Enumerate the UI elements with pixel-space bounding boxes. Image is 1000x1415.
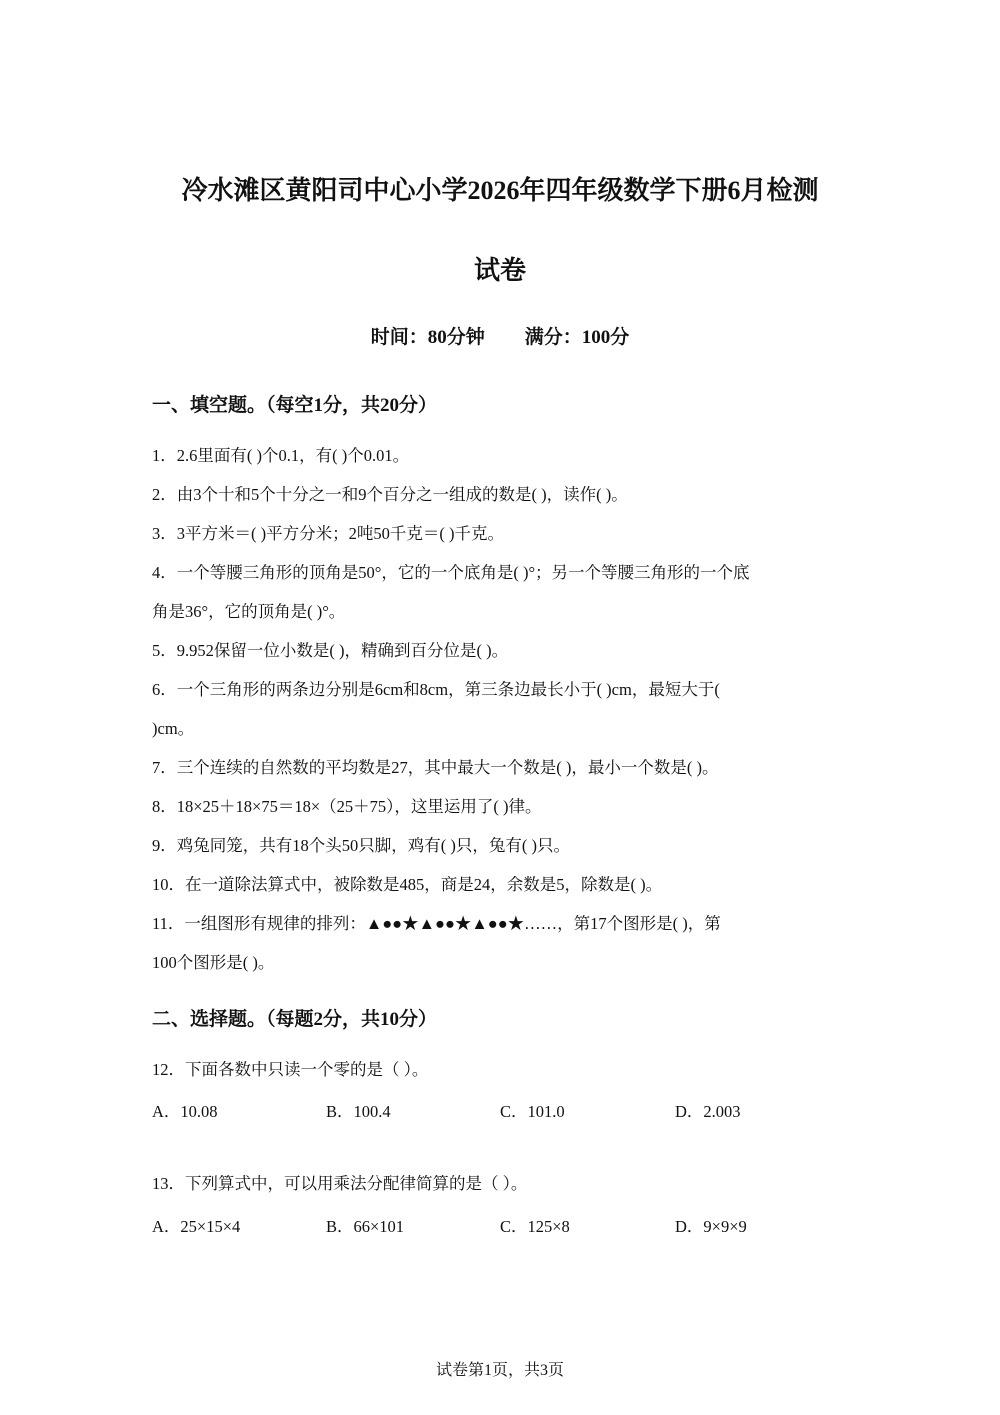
- question-line: 4．一个等腰三角形的顶角是50°，它的一个底角是( )°；另一个等腰三角形的一个底: [152, 563, 750, 582]
- question-line: 2．由3个十和5个十分之一和9个百分之一组成的数是( )，读作( )。: [152, 485, 628, 504]
- page-footer: 试卷第1页，共3页: [435, 1362, 564, 1379]
- question-line: 100个图形是( )。: [152, 953, 275, 972]
- q13-option-c: C．125×8: [500, 1217, 570, 1236]
- question-line: 10．在一道除法算式中，被除数是485，商是24，余数是5，除数是( )。: [152, 875, 663, 894]
- exam-title-line1: 冷水滩区黄阳司中心小学2026年四年级数学下册6月检测: [181, 176, 819, 205]
- exam-score: 满分：100分: [524, 327, 630, 348]
- q13-option-d: D．9×9×9: [675, 1217, 747, 1236]
- question-line: )cm。: [152, 719, 195, 738]
- section2-heading: 二、选择题。（每题2分，共10分）: [152, 1009, 438, 1030]
- q12-option-c: C．101.0: [500, 1102, 565, 1121]
- exam-meta: [0, 322, 1000, 349]
- exam-time: 时间：80分钟: [370, 327, 485, 348]
- q13-option-b: B．66×101: [326, 1217, 405, 1236]
- q12-option-d: D．2.003: [675, 1102, 741, 1121]
- exam-title-line2: 试卷: [473, 256, 526, 285]
- question-line: 9．鸡兔同笼，共有18个头50只脚，鸡有( )只，兔有( )只。: [152, 836, 570, 855]
- question-line: 11．一组图形有规律的排列：▲●●★▲●●★▲●●★……，第17个图形是( )，第: [152, 914, 721, 933]
- question-line: 6．一个三角形的两条边分别是6cm和8cm，第三条边最长小于( )cm，最短大于(: [152, 680, 720, 699]
- question-line: 角是36°，它的顶角是( )°。: [152, 602, 346, 621]
- q13-option-a: A．25×15×4: [152, 1217, 241, 1236]
- question-line: 3．3平方米＝( )平方分米；2吨50千克＝( )千克。: [152, 524, 504, 543]
- question-line: 7．三个连续的自然数的平均数是27，其中最大一个数是( )，最小一个数是( )。: [152, 758, 719, 777]
- q12-option-b: B．100.4: [326, 1102, 391, 1121]
- question-13-stem: 13．下列算式中，可以用乘法分配律简算的是（ ）。: [152, 1174, 528, 1193]
- section1-heading: 一、填空题。（每空1分，共20分）: [152, 395, 438, 416]
- q12-option-a: A．10.08: [152, 1102, 218, 1121]
- question-line: 1．2.6里面有( )个0.1，有( )个0.01。: [152, 446, 410, 465]
- question-12-stem: 12．下面各数中只读一个零的是（ ）。: [152, 1060, 429, 1079]
- question-line: 8．18×25＋18×75＝18×（25＋75），这里运用了( )律。: [152, 797, 542, 816]
- question-line: 5．9.952保留一位小数是( )，精确到百分位是( )。: [152, 641, 509, 660]
